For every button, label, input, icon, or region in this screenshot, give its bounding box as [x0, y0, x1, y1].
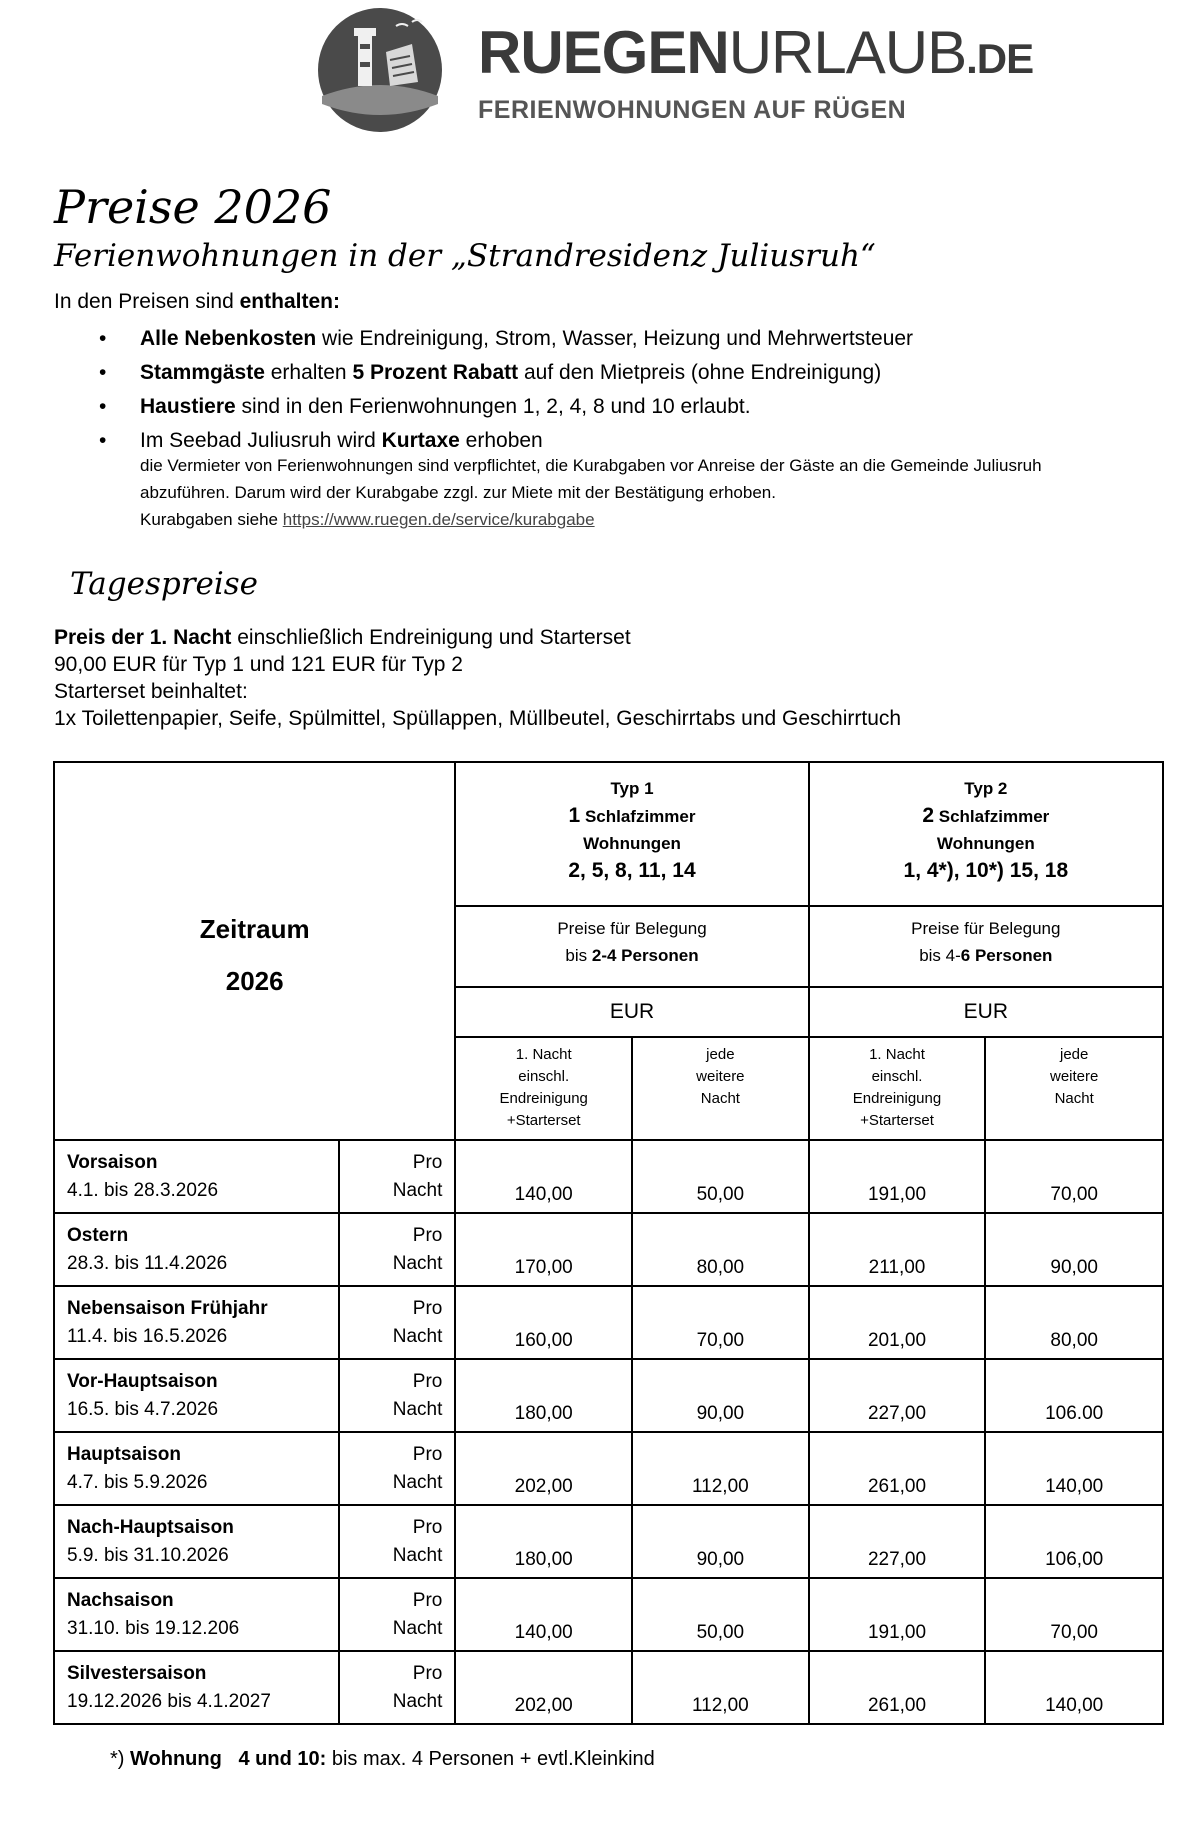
season-name: Nebensaison Frühjahr: [67, 1298, 268, 1319]
season-cell: [54, 1140, 339, 1213]
season-name: Nach-Hauptsaison: [67, 1517, 234, 1538]
table-row: [54, 1432, 1163, 1505]
typ2-first-night-price: 211,00: [809, 1213, 986, 1286]
brand-name-bold: RUEGEN: [478, 19, 729, 86]
table-row: [54, 1651, 1163, 1724]
subheader-line: einschl.: [871, 1068, 923, 1085]
typ1-next-night-price: 90,00: [632, 1505, 809, 1578]
season-cell: [54, 1578, 339, 1651]
typ2-next-night-price: 106,00: [985, 1505, 1163, 1578]
unit-cell: [339, 1286, 456, 1359]
subheader-line: +Starterset: [506, 1112, 581, 1129]
unit-cell: [339, 1505, 456, 1578]
season-name: Vorsaison: [67, 1152, 158, 1173]
belegung-bold: 6 Personen: [960, 946, 1053, 965]
unit-nacht: Nacht: [392, 1253, 443, 1274]
table-row: [54, 1213, 1163, 1286]
footnote: [110, 1748, 655, 1771]
unit-pro: Pro: [412, 1225, 443, 1246]
typ2-next-night-price: 70,00: [985, 1140, 1163, 1213]
typ1-next-night-price: 70,00: [632, 1286, 809, 1359]
unit-nacht: Nacht: [392, 1180, 443, 1201]
price-info-text: einschließlich Endreinigung und Starterset: [231, 626, 631, 649]
bullet-bold: Alle Nebenkosten: [140, 327, 317, 350]
bullet-text: erhalten: [264, 361, 353, 384]
typ2-first-night-price: 227,00: [809, 1505, 986, 1578]
typ1-wohnungen: Wohnungen: [583, 834, 681, 853]
kurtaxe-link-line: [140, 506, 1160, 533]
zeitraum-header: [54, 762, 455, 1140]
bullet-bold: 5 Prozent Rabatt: [352, 361, 519, 384]
typ2-name: Typ 2: [964, 779, 1008, 798]
subheader-line: Nacht: [1054, 1090, 1094, 1107]
bullet-icon: •: [99, 429, 107, 452]
belegung-bold: 2-4 Personen: [591, 946, 699, 965]
typ1-first-night-price: 140,00: [455, 1578, 632, 1651]
typ1-first-night-header: [455, 1037, 632, 1140]
unit-pro: Pro: [412, 1663, 443, 1684]
unit-pro: Pro: [412, 1444, 443, 1465]
season-cell: [54, 1432, 339, 1505]
brand-name: [478, 19, 1034, 88]
bullet-bold: Stammgäste: [140, 361, 265, 384]
typ2-first-night-price: 261,00: [809, 1432, 986, 1505]
typ2-next-night-header: [985, 1037, 1163, 1140]
bullet-icon: •: [99, 327, 107, 350]
unit-pro: Pro: [412, 1371, 443, 1392]
subheader-line: weitere: [1050, 1068, 1099, 1085]
belegung-line: Preise für Belegung: [911, 919, 1061, 938]
typ1-next-night-price: 112,00: [632, 1432, 809, 1505]
subheader-line: Endreinigung: [852, 1090, 942, 1107]
typ1-rooms: Schlafzimmer: [580, 807, 696, 826]
typ1-name: Typ 1: [610, 779, 654, 798]
typ2-next-night-price: 70,00: [985, 1578, 1163, 1651]
season-name: Nachsaison: [67, 1590, 174, 1611]
typ1-next-night-price: 50,00: [632, 1578, 809, 1651]
section-heading: Tagespreise: [70, 566, 259, 602]
subheader-line: weitere: [696, 1068, 745, 1085]
typ2-next-night-price: 140,00: [985, 1432, 1163, 1505]
typ2-next-night-price: 140,00: [985, 1651, 1163, 1724]
page-subtitle: Ferienwohnungen in der „Strandresidenz Juliusruh“: [54, 238, 876, 274]
typ1-first-night-price: 202,00: [455, 1651, 632, 1724]
typ1-first-night-price: 160,00: [455, 1286, 632, 1359]
season-dates: 16.5. bis 4.7.2026: [67, 1399, 219, 1420]
footnote-prefix: *): [110, 1748, 130, 1770]
typ2-first-night-header: [809, 1037, 986, 1140]
typ1-next-night-price: 112,00: [632, 1651, 809, 1724]
season-rows: [54, 1140, 1163, 1724]
bullet-icon: •: [99, 395, 107, 418]
belegung-pre: bis 4-: [919, 946, 961, 965]
intro-prefix: In den Preisen sind: [54, 290, 240, 313]
unit-cell: [339, 1359, 456, 1432]
price-info-line: Starterset beinhaltet:: [54, 680, 248, 703]
intro-text: [54, 290, 340, 314]
typ1-next-night-header: [632, 1037, 809, 1140]
list-item: [94, 356, 913, 390]
typ1-next-night-price: 90,00: [632, 1359, 809, 1432]
typ2-wohnungen: Wohnungen: [936, 834, 1035, 853]
typ1-next-night-price: 50,00: [632, 1140, 809, 1213]
typ2-rooms-num: 2: [922, 804, 935, 827]
typ1-numbers: 2, 5, 8, 11, 14: [568, 859, 696, 882]
unit-cell: [339, 1432, 456, 1505]
kurtaxe-line: die Vermieter von Ferienwohnungen sind verpflichtet, die Kurabgaben vor Anreise der Gäste an die Gemeinde Juliusruh: [140, 456, 1042, 475]
unit-cell: [339, 1140, 456, 1213]
subheader-line: jede: [1060, 1046, 1089, 1063]
brand-logo: [478, 19, 1034, 125]
unit-cell: [339, 1213, 456, 1286]
belegung-line: Preise für Belegung: [557, 919, 707, 938]
table-row: [54, 1359, 1163, 1432]
kurabgabe-link[interactable]: https://www.ruegen.de/service/kurabgabe: [282, 510, 595, 529]
price-info-line: [54, 624, 901, 651]
bullet-text: Im Seebad Juliusruh wird: [140, 429, 382, 452]
subheader-line: Endreinigung: [499, 1090, 588, 1107]
list-item: [94, 322, 913, 356]
page-title: Preise 2026: [54, 180, 332, 234]
included-list: [94, 322, 913, 458]
season-name: Hauptsaison: [67, 1444, 182, 1465]
bullet-icon: •: [99, 361, 107, 384]
typ2-first-night-price: 191,00: [809, 1578, 986, 1651]
season-cell: [54, 1213, 339, 1286]
typ1-first-night-price: 180,00: [455, 1505, 632, 1578]
typ2-next-night-price: 106.00: [985, 1359, 1163, 1432]
subheader-line: einschl.: [518, 1068, 570, 1085]
brand-name-light: URLAUB: [728, 19, 967, 86]
brand-tagline: FERIENWOHNUNGEN AUF RÜGEN: [478, 96, 907, 124]
bullet-text: sind in den Ferienwohnungen 1, 2, 4, 8 und 10 erlaubt.: [235, 395, 751, 418]
zeitraum-year: 2026: [225, 966, 284, 996]
season-name: Ostern: [67, 1225, 129, 1246]
typ1-rooms-num: 1: [568, 804, 581, 827]
brand-tld: .DE: [966, 35, 1034, 82]
typ1-next-night-price: 80,00: [632, 1213, 809, 1286]
price-info-bold: Preis der 1. Nacht: [54, 626, 232, 649]
typ2-rooms: Schlafzimmer: [934, 807, 1050, 826]
table-row: [54, 1578, 1163, 1651]
kurtaxe-link-prefix: Kurabgaben siehe: [140, 510, 283, 529]
typ1-header: [455, 762, 808, 906]
price-table: [53, 761, 1164, 1725]
unit-nacht: Nacht: [392, 1618, 443, 1639]
typ1-belegung: [455, 906, 808, 987]
typ2-next-night-price: 90,00: [985, 1213, 1163, 1286]
price-info-line: 90,00 EUR für Typ 1 und 121 EUR für Typ 2: [54, 653, 463, 676]
footnote-bold: Wohnung 4 und 10:: [130, 1748, 327, 1770]
typ2-belegung: [809, 906, 1163, 987]
typ1-currency: EUR: [455, 987, 808, 1037]
typ1-first-night-price: 140,00: [455, 1140, 632, 1213]
season-cell: [54, 1651, 339, 1724]
typ2-numbers: 1, 4*), 10*) 15, 18: [903, 859, 1069, 882]
bullet-text: wie Endreinigung, Strom, Wasser, Heizung und Mehrwertsteuer: [316, 327, 914, 350]
unit-pro: Pro: [412, 1517, 443, 1538]
intro-bold: enthalten:: [239, 290, 340, 313]
typ2-next-night-price: 80,00: [985, 1286, 1163, 1359]
unit-cell: [339, 1578, 456, 1651]
unit-pro: Pro: [412, 1590, 443, 1611]
typ2-first-night-price: 227,00: [809, 1359, 986, 1432]
season-dates: 5.9. bis 31.10.2026: [67, 1545, 229, 1566]
season-cell: [54, 1286, 339, 1359]
table-row: [54, 1286, 1163, 1359]
subheader-line: 1. Nacht: [869, 1046, 925, 1063]
season-dates: 4.7. bis 5.9.2026: [67, 1472, 208, 1493]
bullet-text: erhoben: [459, 429, 543, 452]
season-dates: 19.12.2026 bis 4.1.2027: [67, 1691, 271, 1712]
price-info: [54, 624, 901, 732]
season-name: Silvestersaison: [67, 1663, 207, 1684]
typ1-first-night-price: 170,00: [455, 1213, 632, 1286]
bullet-bold: Kurtaxe: [381, 429, 460, 452]
season-cell: [54, 1505, 339, 1578]
unit-nacht: Nacht: [392, 1545, 443, 1566]
unit-cell: [339, 1651, 456, 1724]
unit-pro: Pro: [412, 1298, 443, 1319]
list-item: [94, 390, 913, 424]
subheader-line: 1. Nacht: [515, 1046, 572, 1063]
footnote-text: bis max. 4 Personen + evtl.Kleinkind: [326, 1748, 655, 1770]
typ2-header: [809, 762, 1163, 906]
season-name: Vor-Hauptsaison: [67, 1371, 218, 1392]
typ1-first-night-price: 202,00: [455, 1432, 632, 1505]
season-dates: 4.1. bis 28.3.2026: [67, 1180, 219, 1201]
season-cell: [54, 1359, 339, 1432]
bullet-text: auf den Mietpreis (ohne Endreinigung): [518, 361, 882, 384]
subheader-line: Nacht: [700, 1090, 740, 1107]
logo-emblem-icon: [300, 4, 460, 136]
unit-nacht: Nacht: [392, 1399, 443, 1420]
typ2-first-night-price: 191,00: [809, 1140, 986, 1213]
unit-nacht: Nacht: [392, 1472, 443, 1493]
unit-nacht: Nacht: [392, 1691, 443, 1712]
kurtaxe-note: [140, 452, 1160, 533]
typ1-first-night-price: 180,00: [455, 1359, 632, 1432]
unit-pro: Pro: [412, 1152, 443, 1173]
kurtaxe-line: abzuführen. Darum wird der Kurabgabe zzgl. zur Miete mit der Bestätigung erhoben.: [140, 483, 776, 502]
season-dates: 31.10. bis 19.12.206: [67, 1618, 240, 1639]
unit-nacht: Nacht: [392, 1326, 443, 1347]
subheader-line: +Starterset: [860, 1112, 934, 1129]
typ2-first-night-price: 261,00: [809, 1651, 986, 1724]
zeitraum-label: Zeitraum: [199, 914, 310, 944]
season-dates: 11.4. bis 16.5.2026: [67, 1326, 228, 1347]
table-row: [54, 1505, 1163, 1578]
subheader-line: jede: [706, 1046, 735, 1063]
price-info-line: 1x Toilettenpapier, Seife, Spülmittel, Spüllappen, Müllbeutel, Geschirrtabs und Geschirrtuch: [54, 707, 902, 730]
typ2-first-night-price: 201,00: [809, 1286, 986, 1359]
bullet-bold: Haustiere: [140, 395, 236, 418]
belegung-pre: bis: [565, 946, 592, 965]
typ2-currency: EUR: [809, 987, 1163, 1037]
season-dates: 28.3. bis 11.4.2026: [67, 1253, 228, 1274]
table-row: [54, 1140, 1163, 1213]
